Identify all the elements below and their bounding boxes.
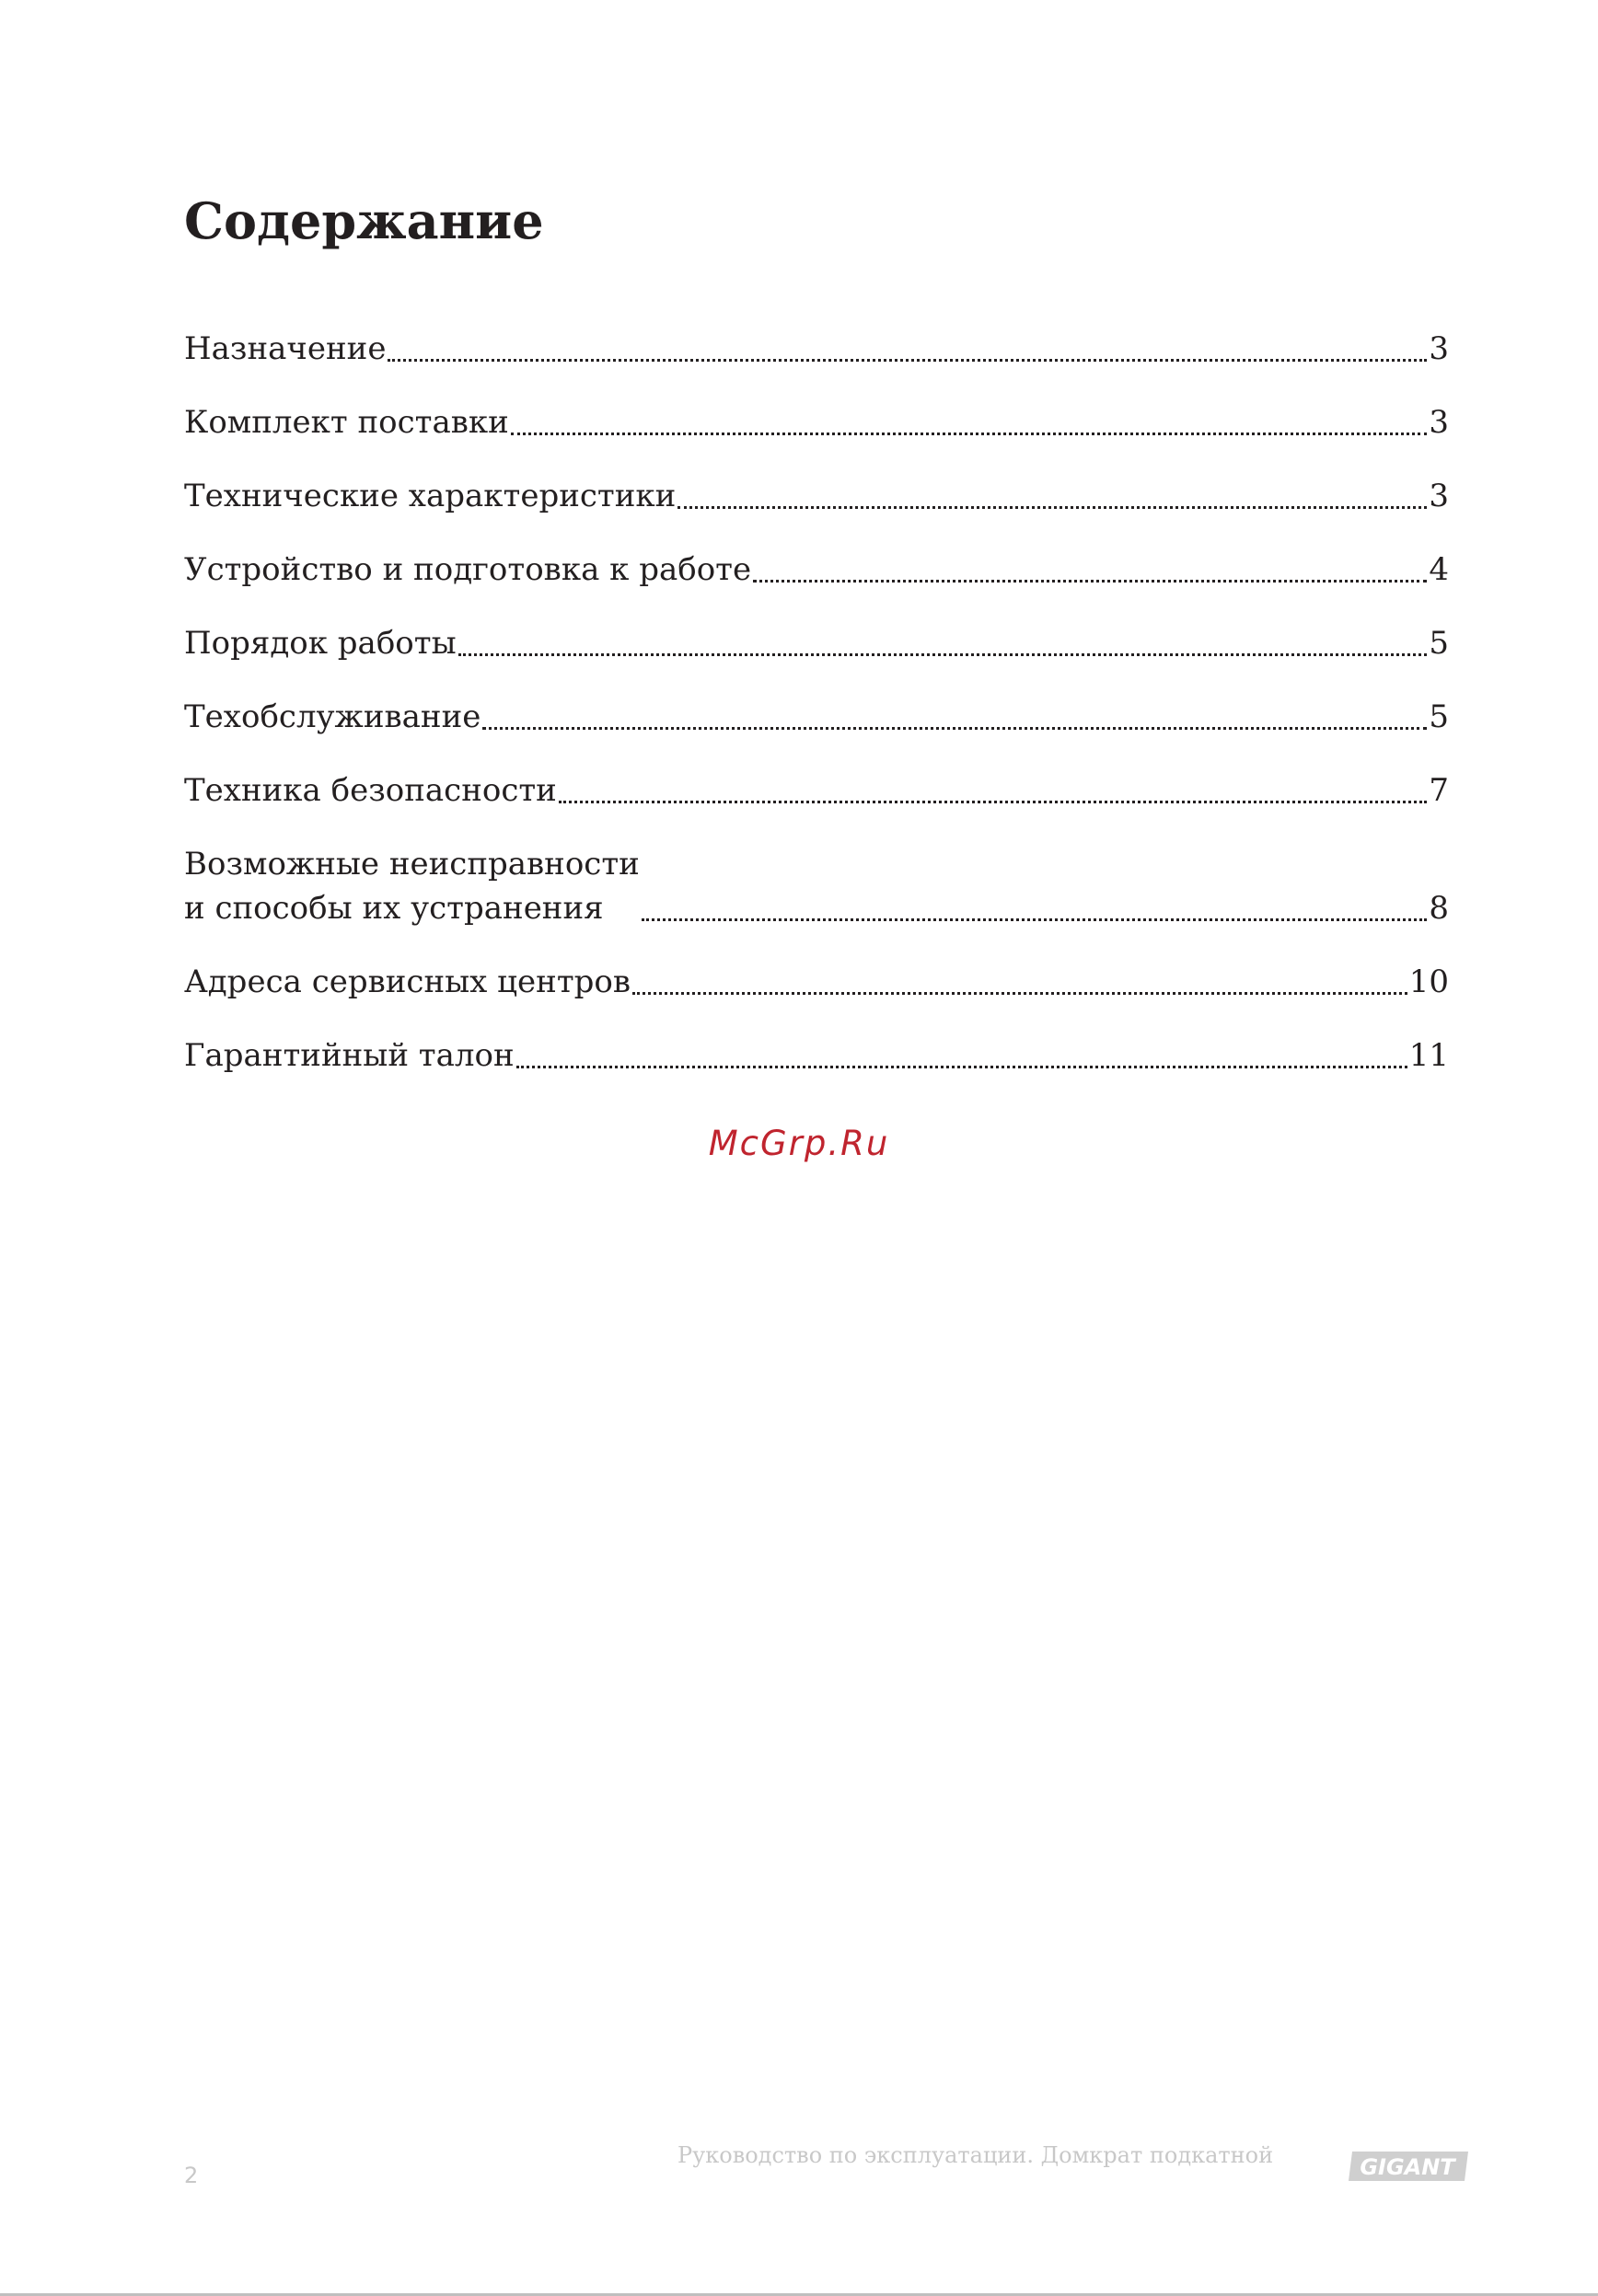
watermark-link[interactable]: McGrp.Ru — [708, 1124, 890, 1163]
footer-document-title: Руководство по эксплуатации. Домкрат подкатной — [677, 2142, 1274, 2168]
toc-entry-title: Комплект поставки — [184, 404, 509, 441]
toc-entry-title: Технические характеристики — [184, 478, 677, 514]
toc-dot-leader — [458, 653, 1428, 656]
toc-entry[interactable] — [184, 1004, 1449, 1078]
toc-entry[interactable] — [184, 930, 1449, 1004]
gigant-logo — [1349, 2150, 1468, 2183]
toc-entry-page: 4 — [1429, 551, 1449, 588]
toc-entry-page: 10 — [1408, 963, 1449, 1000]
toc-entry-title: Устройство и подготовка к работе — [184, 551, 752, 588]
toc-dot-leader — [516, 1066, 1407, 1068]
toc-dot-leader — [388, 359, 1427, 362]
toc-entry-title: Гарантийный талон — [184, 1037, 515, 1074]
toc-entry-title: Техника безопасности — [184, 772, 557, 809]
page-title: Содержание — [184, 191, 544, 250]
toc-entry-page: 3 — [1429, 404, 1449, 441]
toc-entry[interactable] — [184, 444, 1449, 518]
toc-entry-page: 5 — [1429, 698, 1449, 735]
toc-dot-leader — [753, 580, 1427, 583]
toc-entry-page: 5 — [1429, 625, 1449, 662]
toc-entry[interactable] — [184, 592, 1449, 665]
toc-entry-title: Возможные неисправности и способы их устранения — [184, 846, 640, 927]
toc-entry[interactable] — [184, 518, 1449, 592]
toc-entry-title: Адреса сервисных центров — [184, 963, 631, 1000]
toc-entry-page: 3 — [1429, 330, 1449, 367]
toc-entry[interactable] — [184, 665, 1449, 739]
toc-entry-title: Техобслуживание — [184, 698, 481, 735]
toc-dot-leader — [511, 433, 1428, 435]
toc-dot-leader — [632, 992, 1407, 995]
toc-entry-title: Назначение — [184, 330, 387, 367]
toc-dot-leader — [559, 801, 1428, 803]
toc-entry[interactable] — [184, 371, 1449, 444]
page-number: 2 — [184, 2163, 199, 2188]
toc-entry-title: Порядок работы — [184, 625, 457, 662]
toc-dot-leader — [642, 918, 1428, 921]
toc-dot-leader — [482, 727, 1427, 730]
toc-entry[interactable] — [184, 297, 1449, 371]
toc-entry-page: 11 — [1408, 1037, 1449, 1074]
toc-entry-page: 8 — [1429, 890, 1449, 927]
toc-entry-page: 3 — [1429, 478, 1449, 514]
toc-entry[interactable] — [184, 739, 1449, 813]
logo-text: GIGANT — [1360, 2154, 1455, 2180]
toc-entry-page: 7 — [1429, 772, 1449, 809]
toc-dot-leader — [677, 506, 1427, 509]
table-of-contents — [184, 297, 1449, 1078]
toc-entry[interactable] — [184, 813, 1449, 930]
